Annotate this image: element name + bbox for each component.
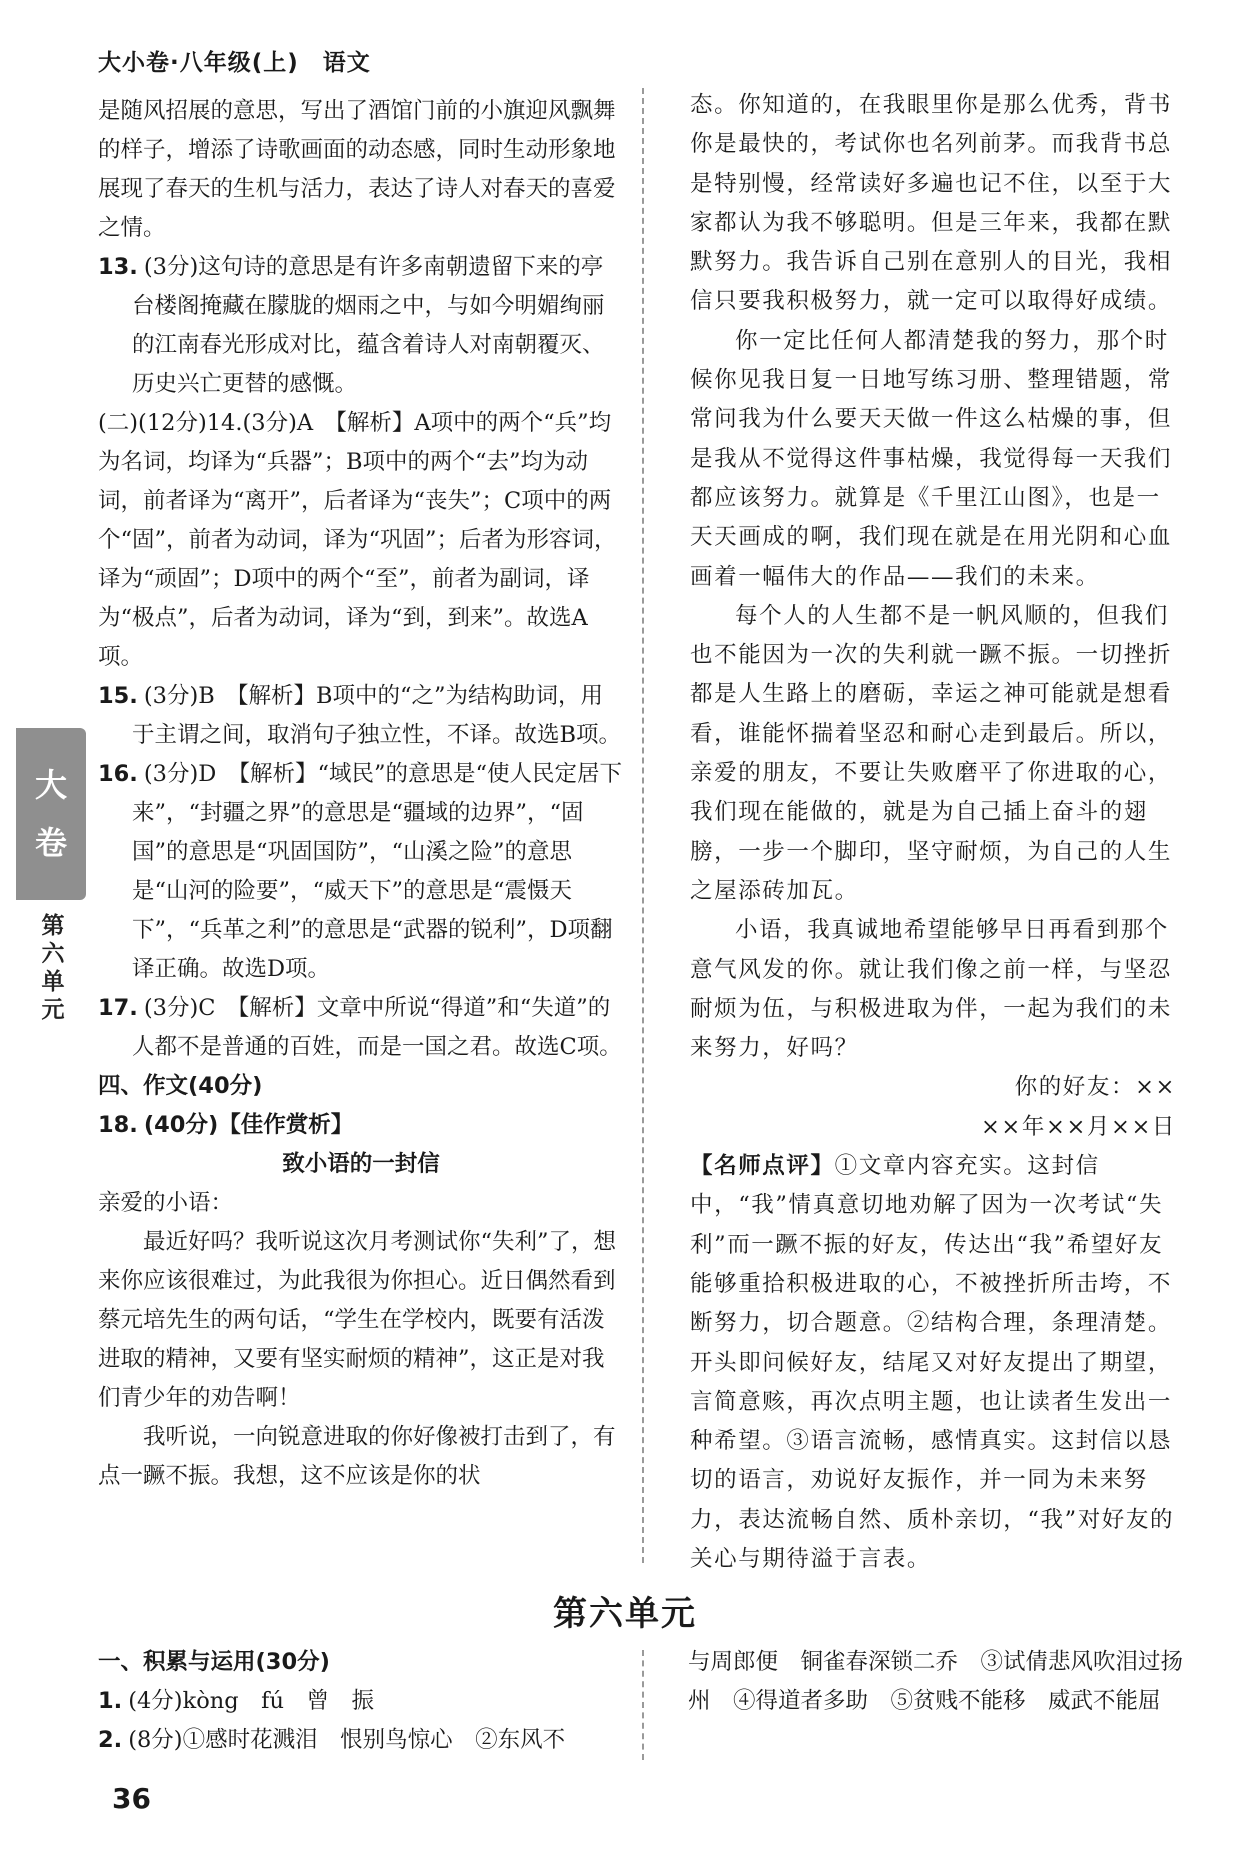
essay-date: ××年××月××日: [980, 1113, 1176, 1140]
answer-text: (3分)D 【解析】“域民”的意思是“使人民定居下来”，“封疆之界”的意思是“疆域的边界”，“固国”的意思是“巩固国防”，“山溪之险”的意思是“山河的险要”，“威天下”的意思是“震慑天下”，“兵革之利”的意思是“武器的锐利”，D项翻译正确。故选D项。: [132, 761, 623, 982]
essay-greeting: 亲爱的小语：: [98, 1190, 234, 1216]
question-number: 2.: [98, 1727, 123, 1753]
column-divider: [642, 88, 644, 1563]
answer-text: (3分)B 【解析】B项中的“之”为结构助词，用于主谓之间，取消句子独立性，不译。故选B项。: [132, 683, 622, 748]
question-number: 1.: [98, 1688, 123, 1714]
essay-signature: 你的好友：××: [1014, 1074, 1176, 1101]
question-number: 17.: [98, 995, 138, 1021]
answer-text: (40分)【佳作赏析】: [143, 1112, 354, 1138]
answer-text: (3分)这句诗的意思是有许多南朝遗留下来的亭台楼阁掩藏在朦胧的烟雨之中，与如今明媚绚丽的江南春光形成对比，蕴含着诗人对南朝覆灭、历史兴亡更替的感慨。: [132, 254, 605, 397]
answer-1: [98, 1682, 628, 1721]
left-column: [98, 92, 624, 1496]
answer-13: [98, 248, 624, 404]
question-number: 16.: [98, 761, 138, 787]
answer-text: (8分)①感时花溅泪 恨别鸟惊心 ②东风不: [128, 1727, 566, 1753]
essay-paragraph: 你一定比任何人都清楚我的努力，那个时候你见我日复一日地写练习册、整理错题，常常问我为什么要天天做一件这么枯燥的事，但是我从不觉得这件事枯燥，我觉得每一天我们都应该努力。就算是《千里江山图》，也是一天天画成的啊，我们现在就是在用光阴和心血画着一幅伟大的作品——我们的未来。: [690, 327, 1173, 590]
essay-paragraph: 我听说，一向锐意进取的你好像被打击到了，有点一蹶不振。我想，这不应该是你的状: [98, 1424, 616, 1489]
tab-char: 大: [34, 766, 67, 804]
essay-paragraph: 最近好吗？我听说这次月考测试你“失利”了，想来你应该很难过，为此我很为你担心。近日偶然看到蔡元培先生的两句话，“学生在学校内，既要有活泼进取的精神，又要有坚实耐烦的精神”，这正是对我们青少年的劝告啊！: [98, 1229, 617, 1411]
unit6-right-column: [688, 1643, 1188, 1721]
question-number: 15.: [98, 683, 138, 709]
answer-17: [98, 989, 624, 1067]
essay-title: 致小语的一封信: [282, 1151, 440, 1177]
header-title: 大小卷·八年级(上) 语文: [98, 50, 371, 76]
comment-label: 【名师点评】: [690, 1153, 835, 1180]
teacher-comment: [690, 1147, 1176, 1579]
answer-text: (3分)C 【解析】文章中所说“得道”和“失道”的人都不是普通的百姓，而是一国之君。故选C项。: [132, 995, 622, 1060]
answer-2-cont: 与周郎便 铜雀春深锁二乔 ③试倩悲风吹泪过扬州 ④得道者多助 ⑤贫贱不能移 威武不能屈: [688, 1649, 1184, 1714]
answer-12-cont: 是随风招展的意思，写出了酒馆门前的小旗迎风飘舞的样子，增添了诗歌画面的动态感，同时生动形象地展现了春天的生机与活力，表达了诗人对春天的喜爱之情。: [98, 98, 616, 241]
column-divider: [642, 1650, 644, 1760]
answer-text: (4分)kòng fú 曾 振: [128, 1688, 374, 1714]
essay-paragraph: 小语，我真诚地希望能够早日再看到那个意气风发的你。就让我们像之前一样，与坚忍耐烦为伍，与积极进取为伴，一起为我们的未来努力，好吗？: [690, 917, 1173, 1062]
unit6-left-column: [98, 1643, 628, 1760]
essay-paragraph: 每个人的人生都不是一帆风顺的，但我们也不能因为一次的失利就一蹶不振。一切挫折都是人生路上的磨砺，幸运之神可能就是想看看，谁能怀揣着坚忍和耐心走到最后。所以，亲爱的朋友，不要让失败磨平了你进取的心，我们现在能做的，就是为自己插上奋斗的翅膀，一步一个脚印，坚守耐烦，为自己的人生之屋添砖加瓦。: [690, 602, 1173, 904]
answer-18: [98, 1106, 624, 1145]
question-number: 18.: [98, 1112, 138, 1138]
sidebar-unit-label: 第六单元: [41, 913, 65, 1023]
page-number: 36: [112, 1782, 151, 1815]
answer-15: [98, 677, 624, 755]
tab-char: 卷: [34, 824, 67, 862]
answer-14: (二)(12分)14.(3分)A 【解析】A项中的两个“兵”均为名词，均译为“兵器”；B项中的两个“去”均为动词，前者译为“离开”，后者译为“丧失”；C项中的两个“固”，前者为动词，译为“巩固”；后者为形容词，译为“顽固”；D项中的两个“至”，前者为副词，译为“极点”，后者为动词，译为“到，到来”。故选A项。: [98, 410, 617, 670]
section-heading: 一、积累与运用(30分): [98, 1649, 330, 1675]
essay-paragraph: 态。你知道的，在我眼里你是那么优秀，背书你是最快的，考试你也名列前茅。而我背书总是特别慢，经常读好多遍也记不住，以至于大家都认为我不够聪明。但是三年来，我都在默默努力。我告诉自己别在意别人的目光，我相信只要我积极努力，就一定可以取得好成绩。: [690, 92, 1173, 315]
question-number: 13.: [98, 254, 138, 280]
right-column: [690, 86, 1176, 1579]
answer-16: [98, 755, 624, 989]
section-heading: 四、作文(40分): [98, 1073, 263, 1099]
unit-title: 第六单元: [553, 1594, 697, 1634]
sidebar-tab: [16, 728, 86, 900]
answer-2: [98, 1721, 628, 1760]
comment-text: ①文章内容充实。这封信中，“我”情真意切地劝解了因为一次考试“失利”而一蹶不振的好友，传达出“我”希望好友能够重拾积极进取的心，不被挫折所击垮，不断努力，切合题意。②结构合理，条理清楚。开头即问候好友，结尾又对好友提出了期望，言简意赅，再次点明主题，也让读者生发出一种希望。③语言流畅，感情真实。这封信以恳切的语言，劝说好友振作，并一同为未来努力，表达流畅自然、质朴亲切，“我”对好友的关心与期待溢于言表。: [690, 1153, 1175, 1572]
